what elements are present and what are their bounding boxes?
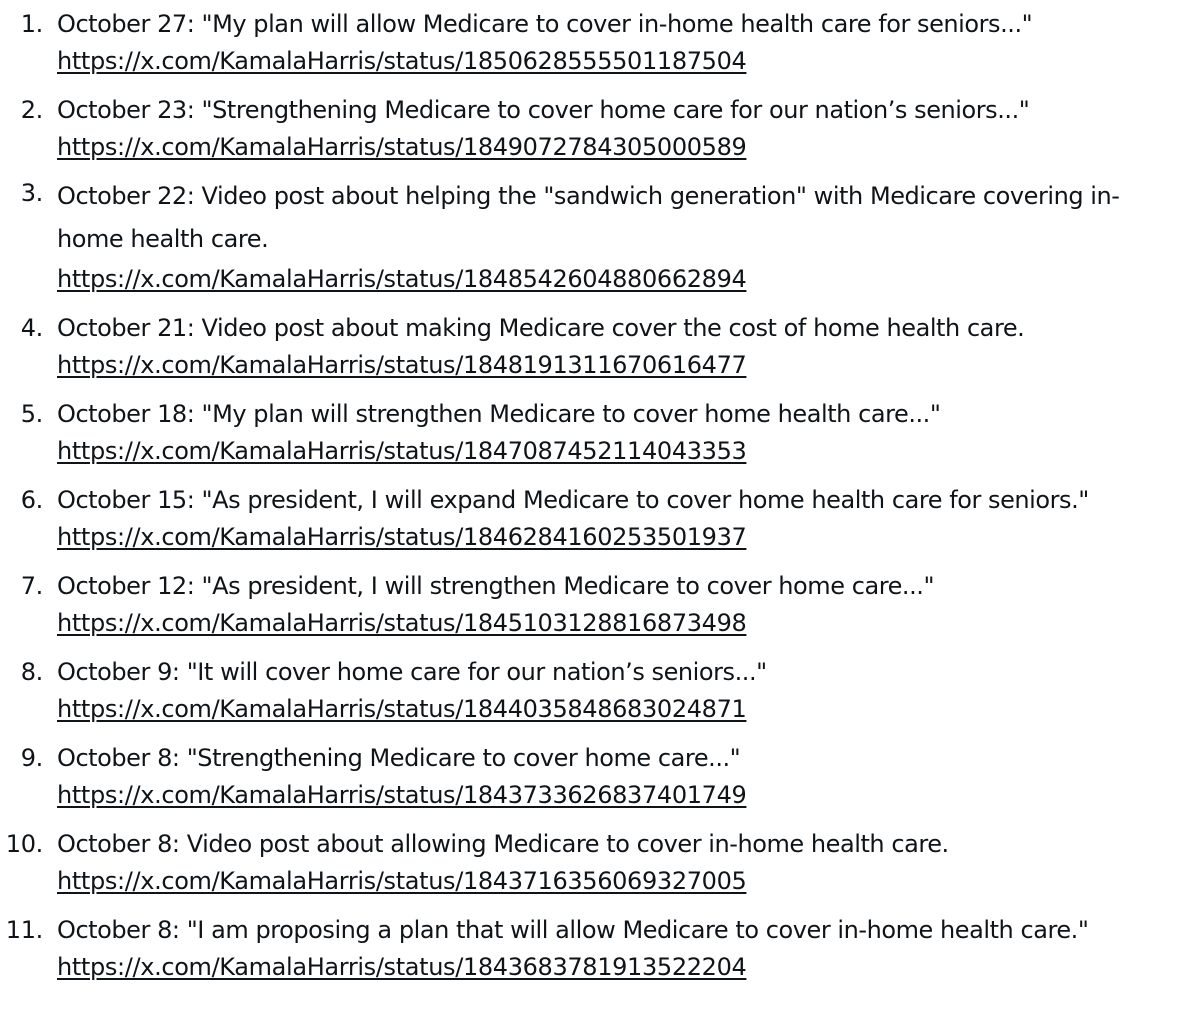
item-number: 11.	[5, 916, 43, 944]
tweet-link-list	[0, 6, 1200, 985]
list-item	[0, 92, 1200, 165]
item-number: 9.	[20, 744, 43, 772]
list-item	[0, 482, 1200, 555]
item-description: October 8: "Strengthening Medicare to cover home care..."	[57, 744, 741, 772]
item-number: 5.	[20, 400, 43, 428]
list-item	[0, 310, 1200, 383]
tweet-link[interactable]: https://x.com/KamalaHarris/status/1843683781913522204	[57, 953, 747, 981]
item-number: 6.	[20, 486, 43, 514]
list-item	[0, 568, 1200, 641]
item-description: October 18: "My plan will strengthen Medicare to cover home health care..."	[57, 400, 941, 428]
tweet-link[interactable]: https://x.com/KamalaHarris/status/1850628555501187504	[57, 47, 747, 75]
item-description: October 8: "I am proposing a plan that will allow Medicare to cover in-home health care."	[57, 916, 1089, 944]
list-item	[0, 912, 1200, 985]
tweet-link[interactable]: https://x.com/KamalaHarris/status/1849072784305000589	[57, 133, 747, 161]
item-description: October 8: Video post about allowing Medicare to cover in-home health care.	[57, 830, 949, 858]
item-number: 2.	[20, 96, 43, 124]
tweet-link[interactable]: https://x.com/KamalaHarris/status/1848191311670616477	[57, 351, 747, 379]
list-item	[0, 826, 1200, 899]
item-description: October 23: "Strengthening Medicare to cover home care for our nation’s seniors..."	[57, 96, 1030, 124]
tweet-link[interactable]: https://x.com/KamalaHarris/status/1843716356069327005	[57, 867, 747, 895]
list-item	[0, 654, 1200, 727]
list-item	[0, 6, 1200, 79]
item-number: 7.	[20, 572, 43, 600]
item-number: 10.	[5, 830, 43, 858]
list-item	[0, 396, 1200, 469]
tweet-link[interactable]: https://x.com/KamalaHarris/status/1844035848683024871	[57, 695, 747, 723]
item-number: 1.	[20, 10, 43, 38]
list-item	[0, 175, 1200, 297]
item-number: 4.	[20, 314, 43, 342]
item-description: October 12: "As president, I will strengthen Medicare to cover home care..."	[57, 572, 935, 600]
item-description: October 9: "It will cover home care for our nation’s seniors..."	[57, 658, 767, 686]
item-description: October 22: Video post about helping the "sandwich generation" with Medicare covering in-home health care.	[57, 182, 1120, 253]
tweet-link[interactable]: https://x.com/KamalaHarris/status/1845103128816873498	[57, 609, 747, 637]
item-description: October 27: "My plan will allow Medicare to cover in-home health care for seniors..."	[57, 10, 1033, 38]
item-number: 8.	[20, 658, 43, 686]
tweet-link[interactable]: https://x.com/KamalaHarris/status/1847087452114043353	[57, 437, 747, 465]
item-description: October 21: Video post about making Medicare cover the cost of home health care.	[57, 314, 1025, 342]
tweet-link[interactable]: https://x.com/KamalaHarris/status/1848542604880662894	[57, 265, 747, 293]
item-description: October 15: "As president, I will expand Medicare to cover home health care for seniors."	[57, 486, 1089, 514]
list-item	[0, 740, 1200, 813]
item-number: 3.	[20, 179, 43, 207]
tweet-link[interactable]: https://x.com/KamalaHarris/status/1846284160253501937	[57, 523, 747, 551]
tweet-link[interactable]: https://x.com/KamalaHarris/status/1843733626837401749	[57, 781, 747, 809]
